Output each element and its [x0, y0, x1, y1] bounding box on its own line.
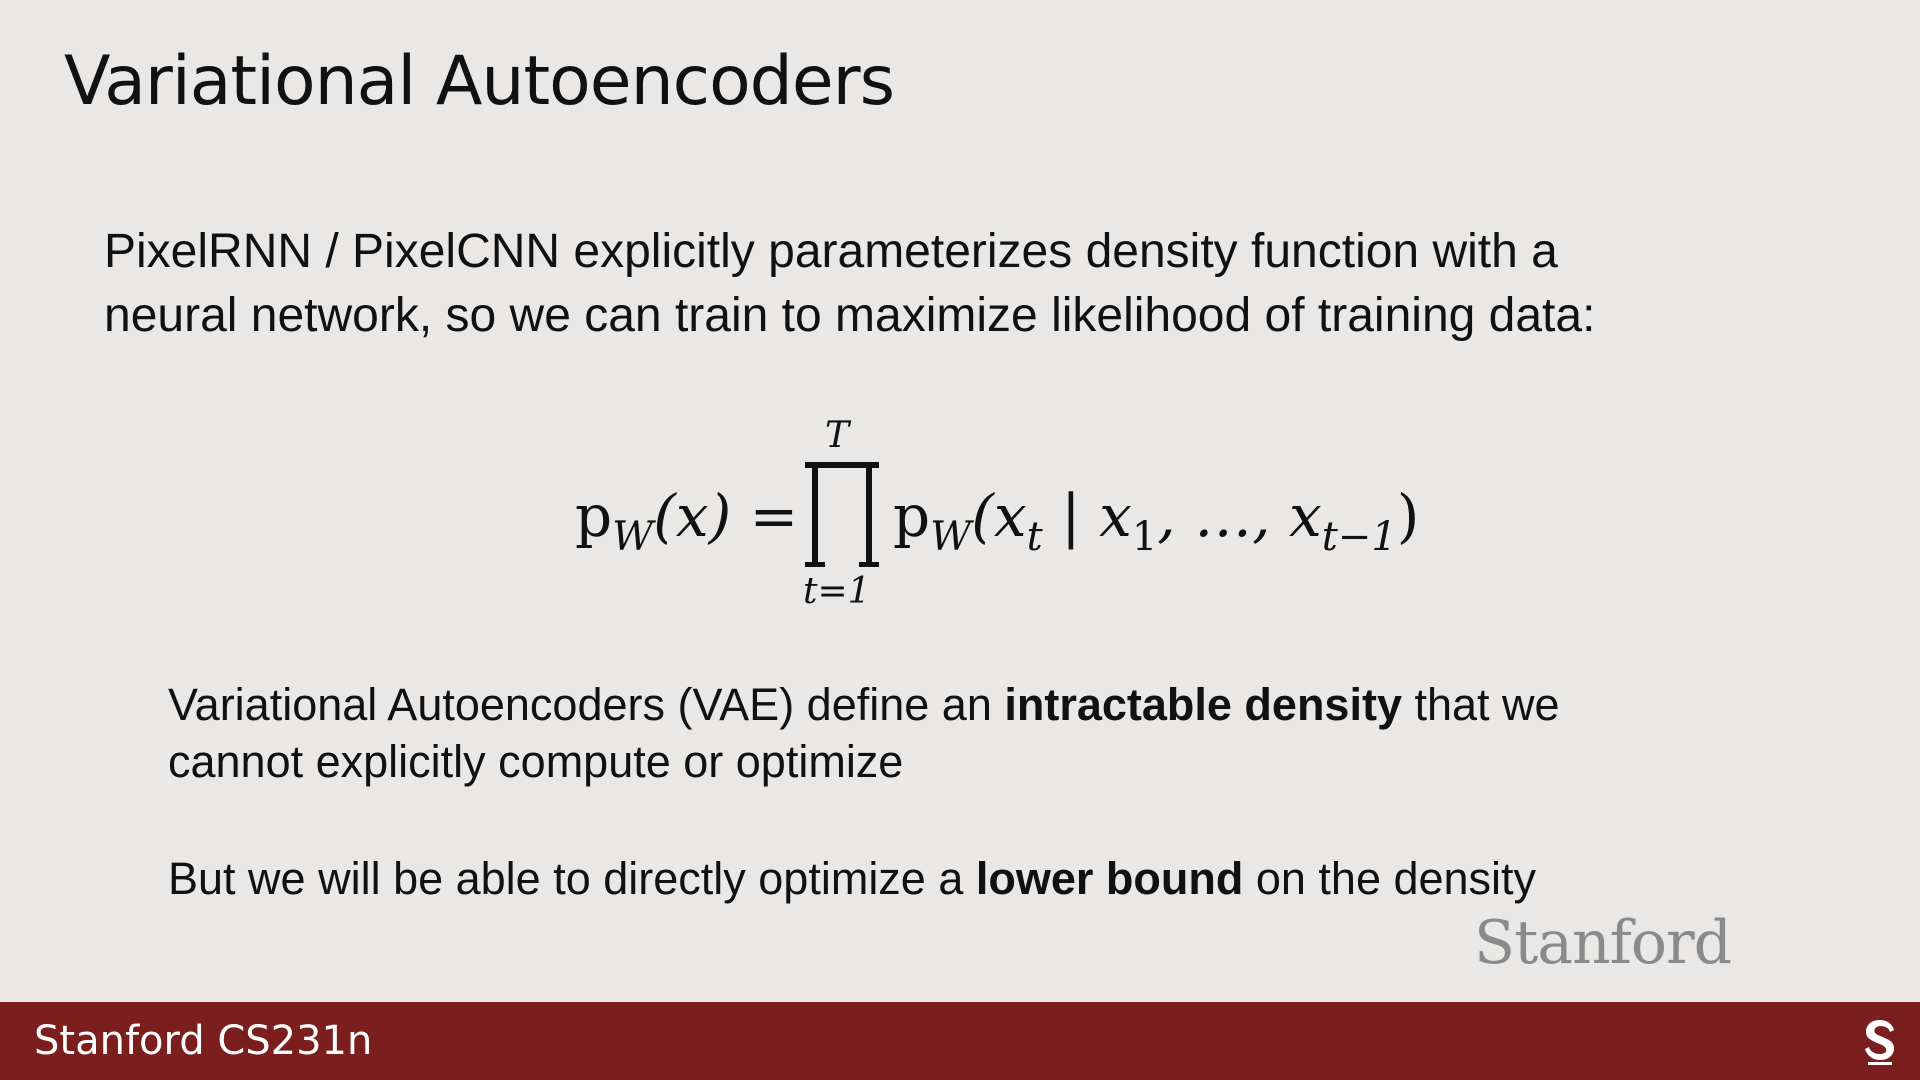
vae-line-1-bold: intractable density: [1004, 679, 1402, 730]
slide-title: Variational Autoencoders: [64, 42, 895, 121]
rhs-sub-1: 1: [1131, 514, 1158, 560]
vae-paragraph: [168, 676, 1788, 790]
product-symbol-icon: [803, 461, 881, 567]
equation-rhs: [893, 482, 1420, 560]
bound-pre: But we will be able to directly optimize a: [168, 853, 976, 904]
rhs-sub-tm1: t−1: [1321, 514, 1397, 560]
rhs-p: p: [893, 482, 931, 550]
likelihood-equation: [575, 415, 1420, 615]
lhs-argument: (x) =: [653, 482, 799, 550]
footer-title: Stanford CS231n: [34, 1018, 373, 1064]
vae-line-1-pre: Variational Autoencoders (VAE) define an: [168, 679, 1005, 730]
intro-line-2: neural network, so we can train to maximize likelihood of training data:: [104, 289, 1596, 342]
vae-line-1: [168, 676, 1788, 733]
rhs-dots: , …, x: [1157, 482, 1322, 550]
stanford-watermark: Stanford: [1474, 908, 1732, 978]
rhs-open: (x: [971, 482, 1027, 550]
bound-post: on the density: [1243, 853, 1537, 904]
product-upper-limit: T: [825, 415, 850, 456]
stanford-logo-icon: [1862, 1018, 1898, 1066]
rhs-sub-t: t: [1026, 514, 1043, 560]
vae-line-2: cannot explicitly compute or optimize: [168, 736, 904, 787]
bound-bold: lower bound: [975, 853, 1244, 904]
product-lower-limit: t=1: [803, 571, 871, 612]
rhs-close: ): [1396, 482, 1420, 550]
lhs-subscript: W: [612, 514, 654, 560]
lhs-p: p: [575, 482, 613, 550]
footer-bar: [0, 1002, 1920, 1080]
lower-bound-paragraph: [168, 850, 1536, 907]
vae-line-1-post: that we: [1401, 679, 1560, 730]
equation-lhs: [575, 482, 799, 560]
intro-line-1: PixelRNN / PixelCNN explicitly parameterizes density function with a: [104, 225, 1558, 278]
intro-paragraph: [104, 220, 1824, 348]
rhs-mid: | x: [1042, 482, 1132, 550]
rhs-subscript: W: [930, 514, 972, 560]
